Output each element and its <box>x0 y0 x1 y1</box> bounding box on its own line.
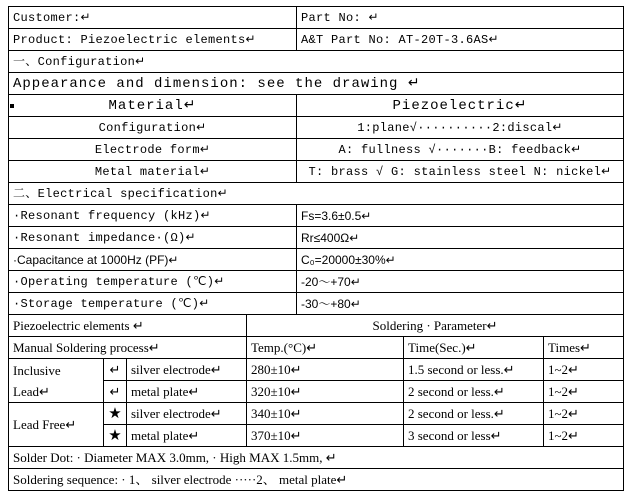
config-label: Configuration↵ <box>9 117 297 139</box>
operating-temperature-row <box>9 271 624 293</box>
star-icon: ★ <box>104 425 127 447</box>
material-value: Piezoelectric↵ <box>297 95 624 117</box>
electrical-title-row <box>9 183 624 205</box>
times-cell: 1~2↵ <box>544 381 624 403</box>
storage-temperature-row <box>9 293 624 315</box>
resonant-impedance-value: Rr≤400Ω↵ <box>297 227 624 249</box>
star-icon: ★ <box>104 403 127 425</box>
electrode-form-row <box>9 139 624 161</box>
temp-cell: 280±10↵ <box>247 359 404 381</box>
mark-cell: ↵ <box>104 359 127 381</box>
capacitance-value: C₀=20000±30%↵ <box>297 249 624 271</box>
part-no-field: Part No: ↵ <box>297 7 624 29</box>
soldering-sequence-text: Soldering sequence: · 1、 silver electrode ·····2、 metal plate↵ <box>9 469 624 491</box>
temp-cell: 320±10↵ <box>247 381 404 403</box>
metal-material-row <box>9 161 624 183</box>
metal-material-value: T: brass √ G: stainless steel N: nickel↵ <box>297 161 624 183</box>
times-column-header: Times↵ <box>544 337 624 359</box>
electrode-cell: metal plate↵ <box>127 381 247 403</box>
mark-cell: ↵ <box>104 381 127 403</box>
soldering-header-row <box>9 337 624 359</box>
electrode-form-value: A: fullness √·······B: feedback↵ <box>297 139 624 161</box>
times-cell: 1~2↵ <box>544 403 624 425</box>
times-cell: 1~2↵ <box>544 359 624 381</box>
lead-free-label: Lead Free↵ <box>9 403 104 447</box>
resonant-frequency-value: Fs=3.6±0.5↵ <box>297 205 624 227</box>
header-row-2 <box>9 29 624 51</box>
soldering-parameter-title: Soldering · Parameter↵ <box>247 315 624 337</box>
lead-label: Lead↵ <box>13 383 50 399</box>
spec-sheet <box>8 6 623 487</box>
operating-temperature-label: ·Operating temperature (℃)↵ <box>9 271 297 293</box>
config-row <box>9 117 624 139</box>
solder-dot-row <box>9 447 624 469</box>
temp-cell: 370±10↵ <box>247 425 404 447</box>
soldering-elements-title: Piezoelectric elements ↵ <box>9 315 247 337</box>
time-cell: 1.5 second or less.↵ <box>404 359 544 381</box>
resonant-frequency-row <box>9 205 624 227</box>
material-label: Material↵ <box>9 95 297 117</box>
times-cell: 1~2↵ <box>544 425 624 447</box>
time-cell: 3 second or less↵ <box>404 425 544 447</box>
configuration-title: 一、Configuration↵ <box>9 51 624 73</box>
temp-column-header: Temp.(°C)↵ <box>247 337 404 359</box>
customer-field: Customer:↵ <box>9 7 297 29</box>
time-cell: 2 second or less.↵ <box>404 403 544 425</box>
appearance-row <box>9 73 624 95</box>
material-row <box>9 95 624 117</box>
configuration-title-row <box>9 51 624 73</box>
temp-cell: 340±10↵ <box>247 403 404 425</box>
resonant-impedance-label: ·Resonant impedance·(Ω)↵ <box>9 227 297 249</box>
header-row-1 <box>9 7 624 29</box>
capacitance-row <box>9 249 624 271</box>
product-field: Product: Piezoelectric elements↵ <box>9 29 297 51</box>
inclusive-label: Inclusive <box>13 362 61 378</box>
metal-material-label: Metal material↵ <box>9 161 297 183</box>
resonant-frequency-label: ·Resonant frequency (kHz)↵ <box>9 205 297 227</box>
time-cell: 2 second or less.↵ <box>404 381 544 403</box>
electrode-cell: silver electrode↵ <box>127 359 247 381</box>
soldering-title-row <box>9 315 624 337</box>
electrode-cell: silver electrode↵ <box>127 403 247 425</box>
inclusive-lead-group <box>9 359 104 403</box>
solder-dot-text: Solder Dot: · Diameter MAX 3.0mm, · High MAX 1.5mm, ↵ <box>9 447 624 469</box>
solder-row <box>9 403 624 425</box>
solder-row <box>9 359 624 381</box>
resonant-impedance-row <box>9 227 624 249</box>
storage-temperature-label: ·Storage temperature (℃)↵ <box>9 293 297 315</box>
config-value: 1:plane√··········2:discal↵ <box>297 117 624 139</box>
time-column-header: Time(Sec.)↵ <box>404 337 544 359</box>
electrode-form-label: Electrode form↵ <box>9 139 297 161</box>
soldering-sequence-row <box>9 469 624 491</box>
electrical-title: 二、Electrical specification↵ <box>9 183 624 205</box>
storage-temperature-value: -30〜+80↵ <box>297 293 624 315</box>
manual-soldering-label: Manual Soldering process↵ <box>9 337 247 359</box>
capacitance-label: ·Capacitance at 1000Hz (PF)↵ <box>9 249 297 271</box>
at-part-no-field: A&T Part No: AT-20T-3.6AS↵ <box>297 29 624 51</box>
appearance-text: Appearance and dimension: see the drawing ↵ <box>9 73 624 95</box>
spec-table <box>8 6 624 491</box>
operating-temperature-value: -20〜+70↵ <box>297 271 624 293</box>
bullet-marker <box>10 104 14 108</box>
electrode-cell: metal plate↵ <box>127 425 247 447</box>
